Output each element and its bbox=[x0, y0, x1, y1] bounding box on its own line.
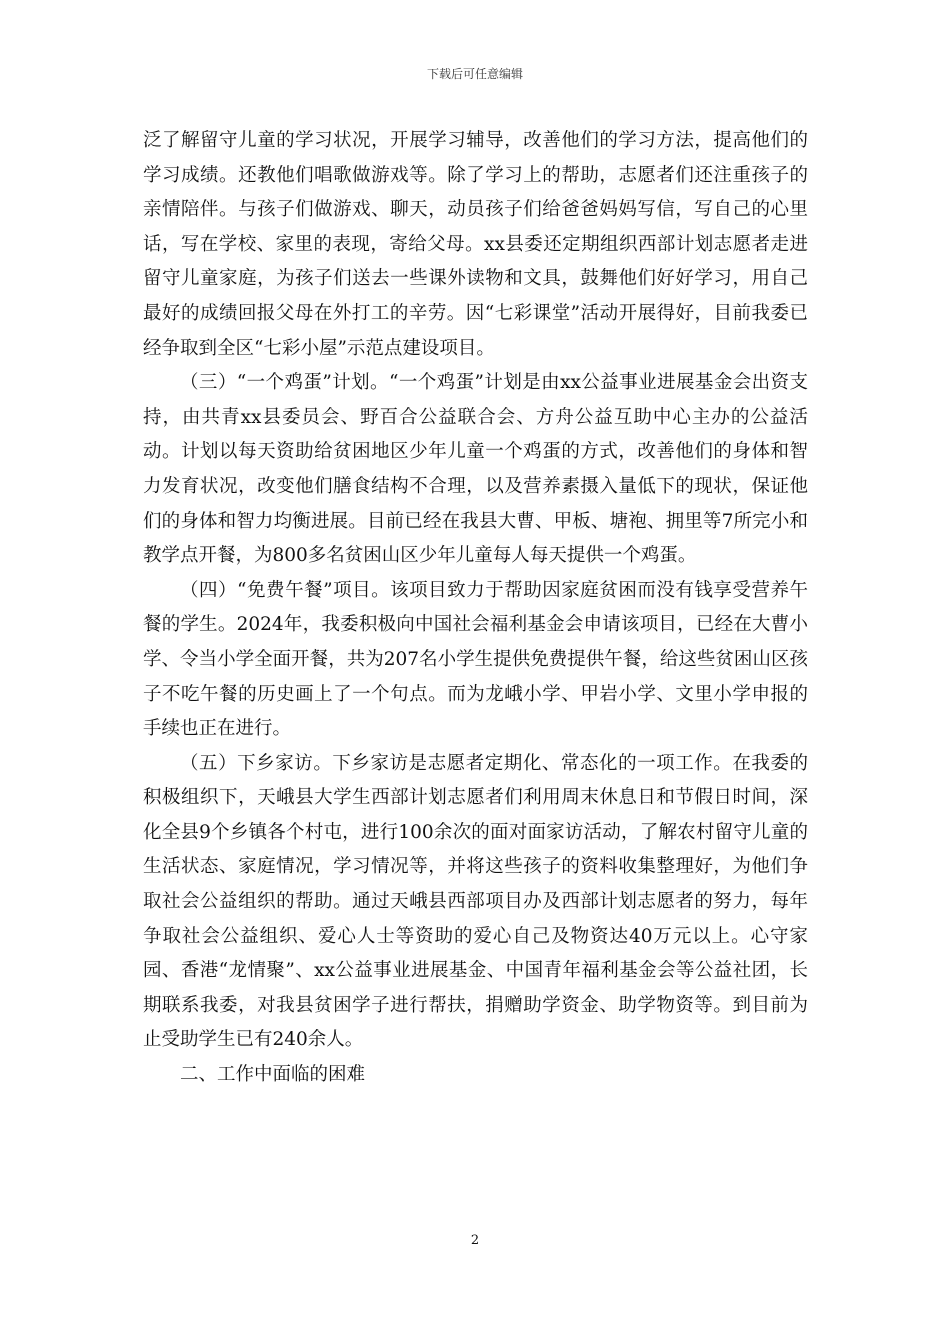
paragraph-home-visit: （五）下乡家访。下乡家访是志愿者定期化、常态化的一项工作。在我委的积极组织下，天峨县大学生西部计划志愿者们利用周末休息日和节假日时间，深化全县9个乡镇各个村屯，进行100余次的面对面家访活动，了解农村留守儿童的生活状态、家庭情况，学习情况等，并将这些孩子的资料收集整理好，为他们争取社会公益组织的帮助。通过天峨县西部项目办及西部计划志愿者的努力，每年争取社会公益组织、爱心人士等资助的爱心自己及物资达40万元以上。心守家园、香港“龙情聚”、xx公益事业进展基金、中国青年福利基金会等公益社团，长期联系我委，对我县贫困学子进行帮扶，捐赠助学资金、助学物资等。到目前为止受助学生已有240余人。 bbox=[143, 752, 808, 1051]
paragraph-egg-plan: （三）“一个鸡蛋”计划。“一个鸡蛋”计划是由xx公益事业进展基金会出资支持，由共青xx县委员会、野百合公益联合会、方舟公益互助中心主办的公益活动。计划以每天资助给贫困地区少年儿童一个鸡蛋的方式，改善他们的身体和智力发育状况，改变他们膳食结构不合理，以及营养素摄入量低下的现状，保证他们的身体和智力均衡进展。目前已经在我县大曹、甲板、塘袍、拥里等7所完小和教学点开餐，为800多名贫困山区少年儿童每人每天提供一个鸡蛋。 bbox=[143, 372, 808, 567]
page-number: 2 bbox=[470, 1233, 480, 1248]
paragraph-continued: 泛了解留守儿童的学习状况，开展学习辅导，改善他们的学习方法，提高他们的学习成绩。还教他们唱歌做游戏等。除了学习上的帮助，志愿者们还注重孩子的亲情陪伴。与孩子们做游戏、聊天，动员孩子们给爸爸妈妈写信，写自己的心里话，写在学校、家里的表现，寄给父母。xx县委还定期组织西部计划志愿者走进留守儿童家庭，为孩子们送去一些课外读物和文具，鼓舞他们好好学习，用自己最好的成绩回报父母在外打工的辛劳。因“七彩课堂”活动开展得好，目前我委已经争取到全区“七彩小屋”示范点建设项目。 bbox=[143, 130, 808, 359]
paragraph-free-lunch: （四）“免费午餐”项目。该项目致力于帮助因家庭贫困而没有钱享受营养午餐的学生。2024年，我委积极向中国社会福利基金会申请该项目，已经在大曹小学、令当小学全面开餐，共为207名小学生提供免费提供午餐，给这些贫困山区孩子不吃午餐的历史画上了一个句点。而为龙峨小学、甲岩小学、文里小学申报的手续也正在进行。 bbox=[143, 579, 808, 740]
document-body bbox=[143, 124, 808, 1093]
section-heading-difficulties: 二、工作中面临的困难 bbox=[180, 1064, 366, 1086]
page-header: 下载后可任意编辑 bbox=[426, 67, 523, 81]
